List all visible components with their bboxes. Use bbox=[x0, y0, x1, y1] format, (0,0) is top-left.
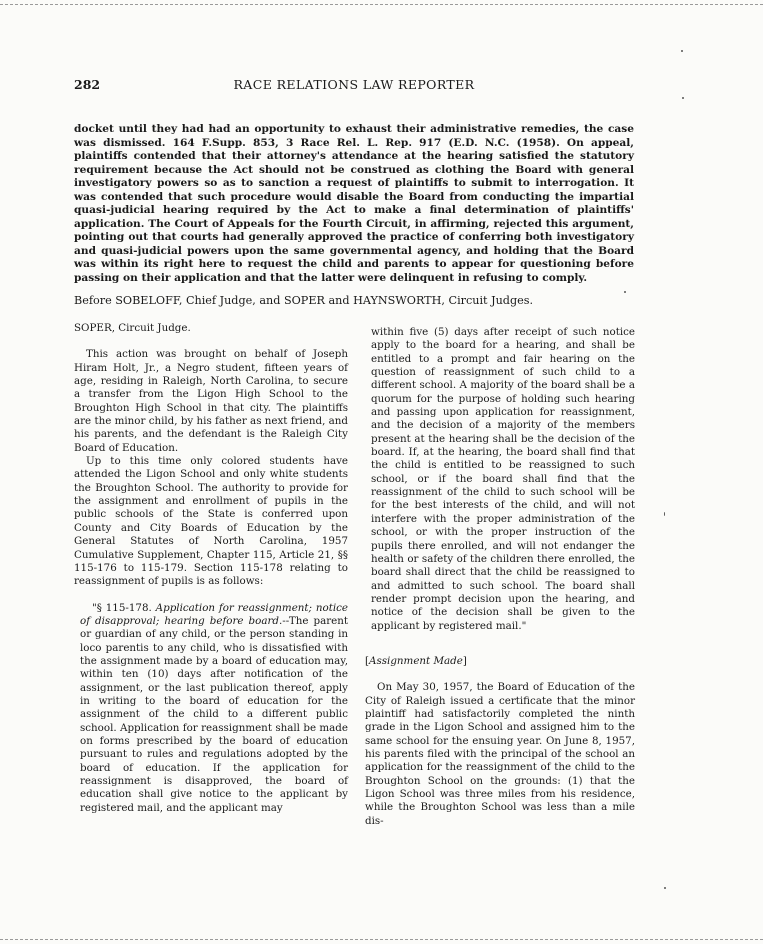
page-bottom-edge bbox=[0, 939, 763, 940]
page-top-edge bbox=[0, 4, 763, 5]
scan-speck bbox=[664, 512, 665, 516]
statute-quote-continued: within five (5) days after receipt of such notice apply to the board for a hearing, and shall be entitled to a prompt and fair hearing on the question of reassignment of such child to a different school. A majority of the board shall be a quorum for the purpose of holding such hearing and passing upon application for reassignment, and the decision of a majority of the members present at the hearing shall be the decision of the board. If, at the hearing, the board shall find that the child is entitled to be reassigned to such school, or if the board shall find that the reassignment of the child to such school will be for the best interests of the child, and will not interfere with the proper administration of the school, or with the proper instruction of the pupils there enrolled, and will not endanger the health or safety of the children there enrolled, the board shall direct that the child be reassigned to and admitted to such school. The board shall render prompt decision upon the hearing, and notice of the decision shall be given to the applicant by registered mail." bbox=[371, 326, 635, 632]
scan-speck bbox=[681, 50, 683, 52]
section-subheading-text: Assignment Made bbox=[369, 654, 463, 667]
opinion-paragraph: On May 30, 1957, the Board of Education of the City of Raleigh issued a certificate that the minor plaintiff had satisfactorily completed the ninth grade in the Ligon School and assigned him to the same school for the ensuing year. On June 8, 1957, his parents filed with the principal of the school an application for the reassignment of the child to the Broughton School on the grounds: (1) that the Ligon School was three miles from his residence, while the Broughton School was less than a mile dis- bbox=[365, 681, 635, 827]
section-subheading: [Assignment Made] bbox=[365, 654, 467, 667]
statute-quote bbox=[80, 602, 348, 816]
opinion-author: SOPER, Circuit Judge. bbox=[74, 322, 191, 334]
headnote: docket until they had had an opportunity to exhaust their administrative remedies, the case was dismissed. 164 F.Supp. 853, 3 Race Rel. L. Rep. 917 (E.D. N.C. (1958). On appeal, plaintiffs contended that their attorney's attendance at the hearing satisfied the statutory requirement because the Act should not be construed as clothing the Board with general investigatory powers so as to sanction a request of plaintiffs to submit to interrogation. It was contended that such procedure would disable the Board from conducting the impartial quasi-judicial hearing required by the Act to make a final determination of plaintiffs' application. The Court of Appeals for the Fourth Circuit, in affirming, rejected this argument, pointing out that courts had generally approved the practice of conferring both investigatory and quasi-judicial powers upon the same governmental agency, and holding that the Board was within its right here to request the child and parents to appear for questioning before passing on their application and that the latter were delinquent in refusing to comply. bbox=[74, 123, 634, 285]
opinion-paragraph: Up to this time only colored students have attended the Ligon School and only white students the Broughton School. The authority to provide for the assignment and enrollment of pupils in the public schools of the State is conferred upon County and City Boards of Education by the General Statutes of North Carolina, 1957 Cumulative Supplement, Chapter 115, Article 21, §§ 115-176 to 115-179. Section 115-178 relating to reassignment of pupils is as follows: bbox=[74, 455, 348, 588]
opinion-paragraph: This action was brought on behalf of Joseph Hiram Holt, Jr., a Negro student, fifteen years of age, residing in Raleigh, North Carolina, to secure a transfer from the Ligon High School to the Broughton High School in that city. The plaintiffs are the minor child, by his father as next friend, and his parents, and the defendant is the Raleigh City Board of Education. bbox=[74, 348, 348, 454]
statute-text: --The parent or guardian of any child, or the person standing in loco parentis to any child, who is dissatisfied with the assignment made by a board of education may, within ten (10) days after notification of the assignment, or the last publication thereof, apply in writing to the board of education for the assignment of the child to a different public school. Application for reassignment shall be made on forms prescribed by the board of education pursuant to rules and regulations adopted by the board of education. If the application for reassignment is disapproved, the board of education shall give notice to the applicant by registered mail, and the applicant may bbox=[80, 614, 348, 814]
column-left bbox=[74, 322, 348, 815]
running-head: RACE RELATIONS LAW REPORTER bbox=[233, 77, 475, 92]
statute-section: "§ 115-178. bbox=[92, 601, 152, 614]
scan-speck bbox=[664, 887, 666, 889]
page-header bbox=[74, 77, 634, 95]
page-number: 282 bbox=[74, 77, 101, 92]
column-right bbox=[365, 326, 635, 828]
statute-heading: Application for reassignment; notice of disapproval; hearing before board. bbox=[80, 601, 348, 627]
scan-speck bbox=[624, 291, 626, 293]
panel-line: Before SOBELOFF, Chief Judge, and SOPER and HAYNSWORTH, Circuit Judges. bbox=[74, 294, 534, 307]
scan-speck bbox=[682, 97, 684, 99]
